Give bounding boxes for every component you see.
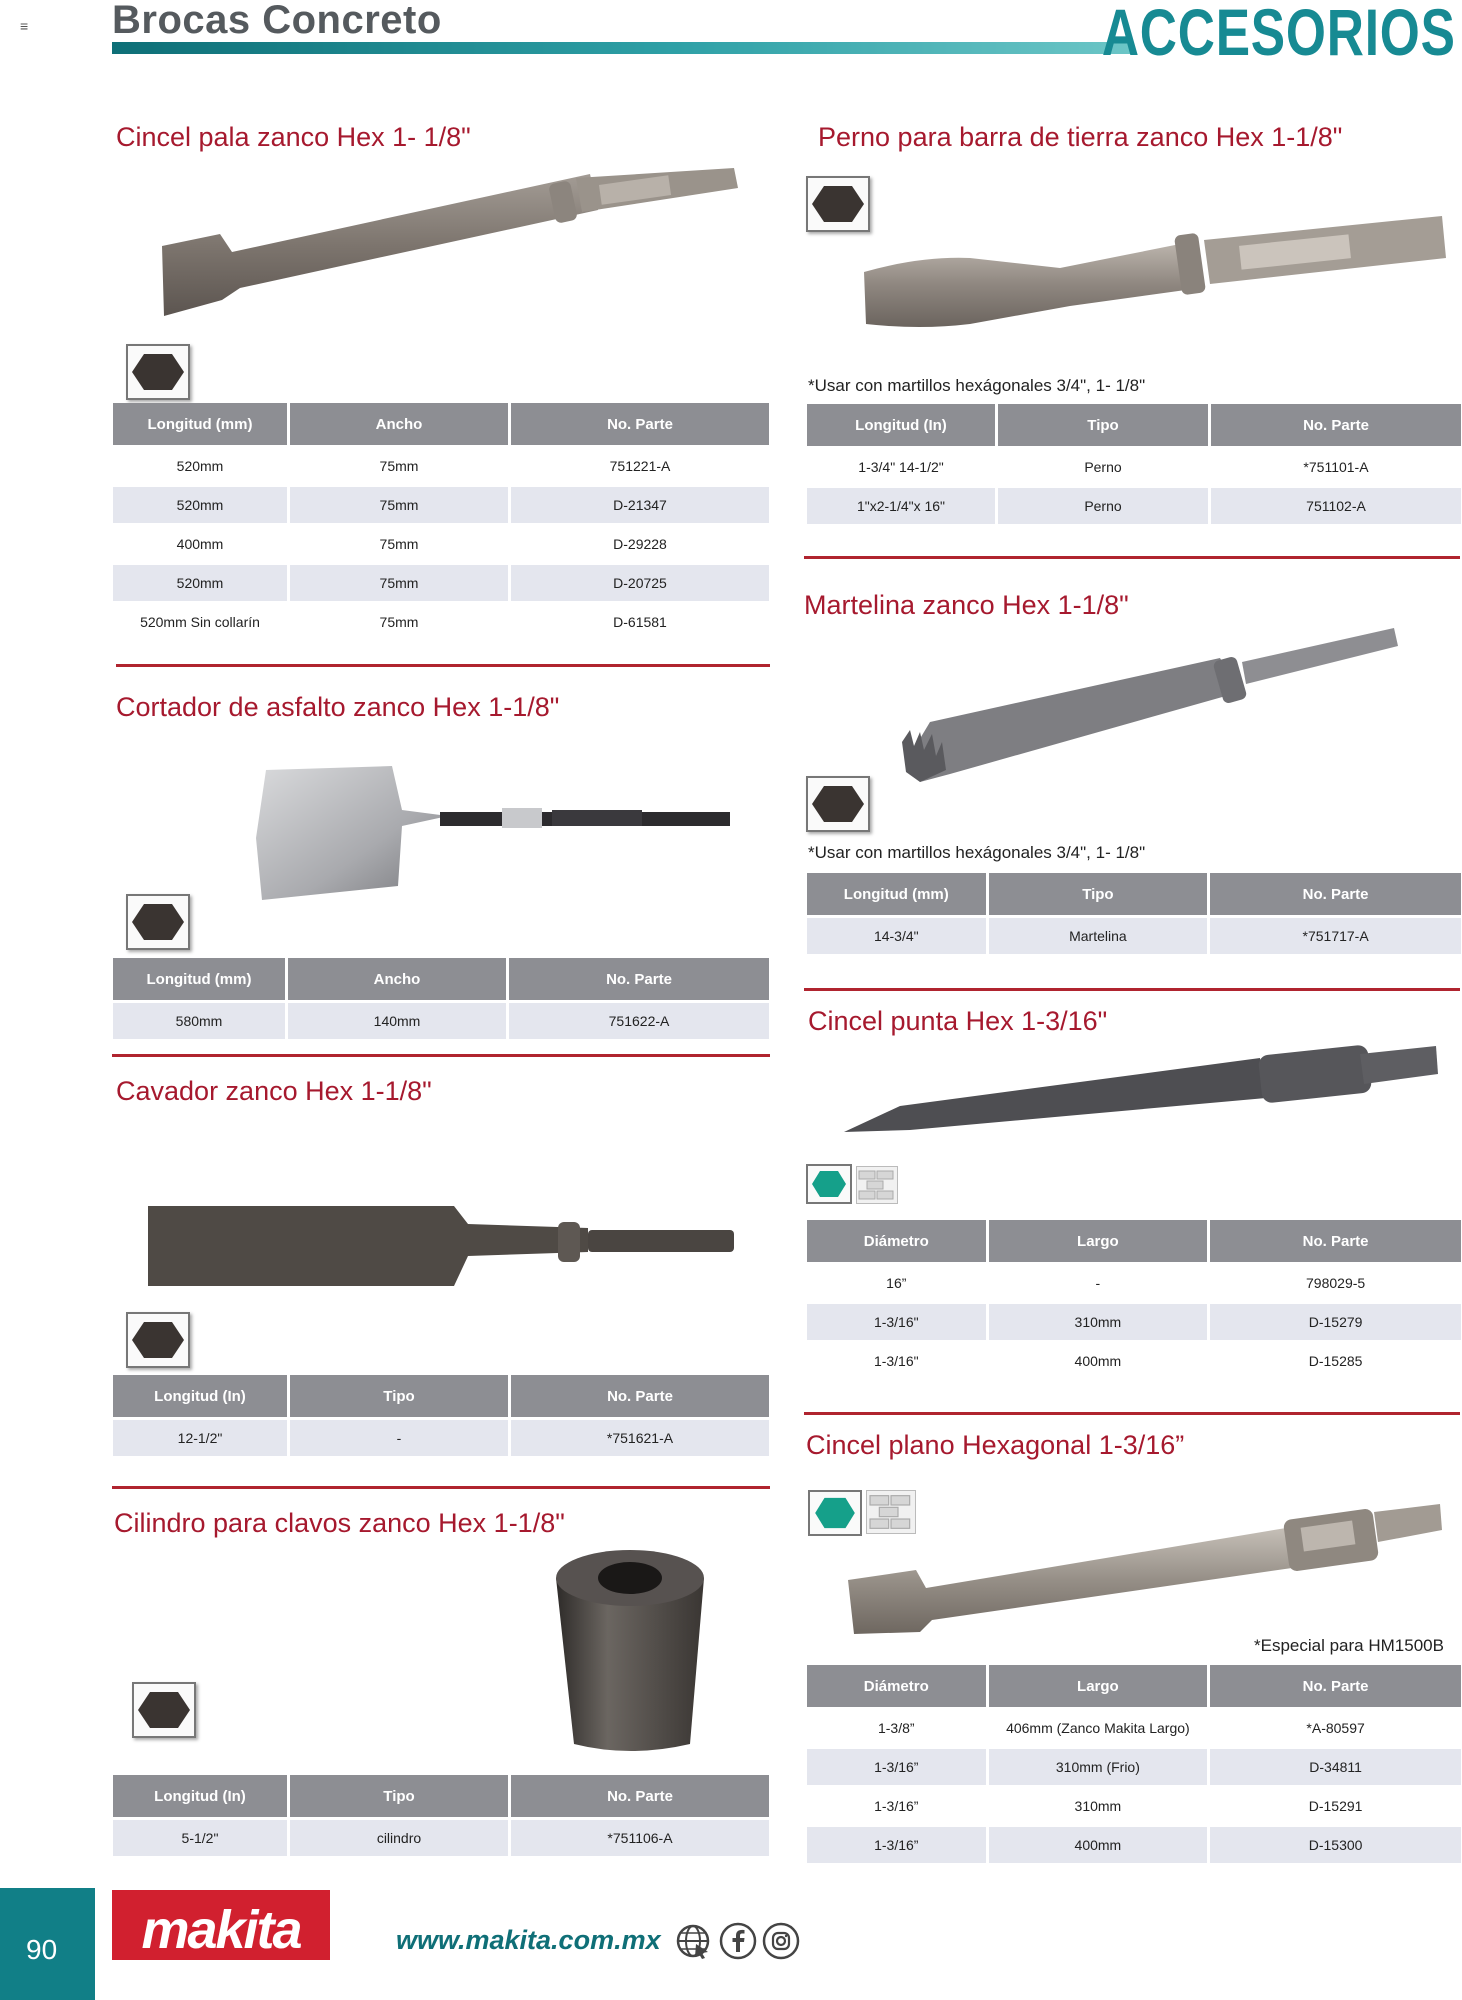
table-cell: 406mm (Zanco Makita Largo): [989, 1710, 1208, 1746]
table-row: [113, 604, 769, 640]
table-cell: 75mm: [290, 487, 508, 523]
table-cell: 520mm: [113, 565, 287, 601]
cavador-table: [110, 1372, 772, 1459]
table-cell: 75mm: [290, 565, 508, 601]
table-cell: 75mm: [290, 604, 508, 640]
table-row: [807, 1749, 1461, 1785]
col-header: Largo: [989, 1220, 1208, 1262]
table-cell: 1-3/16": [807, 1304, 986, 1340]
menu-icon[interactable]: ≡: [20, 18, 29, 34]
cortador-table: [110, 955, 772, 1042]
page-number: 90: [26, 1934, 58, 1965]
hex-shank-icon: [126, 894, 190, 950]
martelina-image: [900, 622, 1400, 792]
hex-shank-icon: [126, 1312, 190, 1368]
cortador-title: Cortador de asfalto zanco Hex 1-1/8": [116, 692, 560, 722]
brick-icon: [856, 1166, 898, 1204]
table-cell: 798029-5: [1210, 1265, 1461, 1301]
table-cell: 75mm: [290, 526, 508, 562]
col-header: No. Parte: [1210, 1665, 1461, 1707]
table-row: [807, 488, 1461, 524]
section-divider: [804, 556, 1460, 559]
col-header: Longitud (mm): [113, 403, 287, 445]
table-cell: 1-3/16”: [807, 1827, 986, 1863]
table-cell: 400mm: [989, 1827, 1208, 1863]
table-row: [113, 1003, 769, 1039]
header-bar: [112, 42, 1134, 54]
cincel-punta-title: Cincel punta Hex 1-3/16": [808, 1006, 1108, 1036]
website-link[interactable]: www.makita.com.mx: [396, 1925, 661, 1955]
table-cell: 400mm: [113, 526, 287, 562]
table-cell: 1"x2-1/4"x 16": [807, 488, 995, 524]
cincel-plano-image: [846, 1484, 1446, 1644]
cortador-image: [252, 764, 738, 904]
table-cell: *751717-A: [1210, 918, 1461, 954]
table-cell: D-20725: [511, 565, 769, 601]
hex-shank-icon: [126, 344, 190, 400]
table-cell: 75mm: [290, 448, 508, 484]
perno-title: Perno para barra de tierra zanco Hex 1-1/8": [818, 122, 1343, 152]
table-cell: 1-3/4" 14-1/2": [807, 449, 995, 485]
col-header: Tipo: [989, 873, 1208, 915]
table-cell: D-21347: [511, 487, 769, 523]
table-row: [807, 449, 1461, 485]
martelina-title: Martelina zanco Hex 1-1/8": [804, 590, 1129, 620]
instagram-icon[interactable]: [762, 1922, 800, 1960]
section-title: ACCESORIOS: [1102, 0, 1456, 69]
martelina-table: [804, 870, 1462, 957]
martelina-note: *Usar con martillos hexágonales 3/4", 1- 1/8": [808, 843, 1146, 862]
section-divider: [804, 1412, 1460, 1415]
cincel-punta-table: [804, 1217, 1462, 1382]
table-cell: D-29228: [511, 526, 769, 562]
table-cell: 751622-A: [509, 1003, 769, 1039]
table-cell: *751101-A: [1211, 449, 1461, 485]
table-cell: 14-3/4": [807, 918, 986, 954]
table-cell: D-15291: [1210, 1788, 1461, 1824]
col-header: Tipo: [290, 1775, 508, 1817]
col-header: Longitud (mm): [807, 873, 986, 915]
section-divider: [112, 1486, 770, 1489]
table-cell: 1-3/16”: [807, 1788, 986, 1824]
table-cell: -: [989, 1265, 1208, 1301]
table-row: [113, 526, 769, 562]
cilindro-image: [552, 1548, 712, 1758]
col-header: No. Parte: [1210, 1220, 1461, 1262]
perno-image: [860, 206, 1450, 366]
col-header: Longitud (In): [113, 1775, 287, 1817]
col-header: No. Parte: [1211, 404, 1461, 446]
table-row: [113, 1820, 769, 1856]
col-header: Longitud (mm): [113, 958, 285, 1000]
table-cell: D-15300: [1210, 1827, 1461, 1863]
table-row: [113, 448, 769, 484]
table-row: [807, 1265, 1461, 1301]
col-header: Largo: [989, 1665, 1208, 1707]
table-cell: 580mm: [113, 1003, 285, 1039]
cincel-plano-title: Cincel plano Hexagonal 1-3/16”: [806, 1430, 1185, 1460]
table-cell: 1-3/16": [807, 1343, 986, 1379]
col-header: Longitud (In): [807, 404, 995, 446]
table-cell: 400mm: [989, 1343, 1208, 1379]
hex-shank-icon: [806, 776, 870, 832]
table-cell: 520mm Sin collarín: [113, 604, 287, 640]
col-header: Tipo: [998, 404, 1208, 446]
facebook-icon[interactable]: [719, 1922, 757, 1960]
page-title: Brocas Concreto: [112, 0, 442, 42]
section-divider: [804, 988, 1460, 991]
cilindro-table: [110, 1772, 772, 1859]
table-cell: 520mm: [113, 448, 287, 484]
table-cell: -: [290, 1420, 508, 1456]
table-cell: 751102-A: [1211, 488, 1461, 524]
col-header: No. Parte: [509, 958, 769, 1000]
table-cell: Perno: [998, 449, 1208, 485]
section-divider: [116, 664, 770, 667]
table-cell: D-34811: [1210, 1749, 1461, 1785]
makita-logo-text: makita: [141, 1900, 301, 1960]
col-header: Tipo: [290, 1375, 508, 1417]
table-cell: 310mm: [989, 1304, 1208, 1340]
table-cell: 5-1/2": [113, 1820, 287, 1856]
table-row: [113, 565, 769, 601]
table-row: [807, 1827, 1461, 1863]
perno-note: *Usar con martillos hexágonales 3/4", 1- 1/8": [808, 376, 1146, 395]
hex-shank-icon: [806, 1164, 852, 1204]
table-cell: D-61581: [511, 604, 769, 640]
col-header: Diámetro: [807, 1220, 986, 1262]
section-divider: [112, 1054, 770, 1057]
col-header: Longitud (In): [113, 1375, 287, 1417]
table-row: [807, 1788, 1461, 1824]
cincel-plano-table: [804, 1662, 1462, 1866]
table-cell: *A-80597: [1210, 1710, 1461, 1746]
table-row: [807, 1710, 1461, 1746]
table-cell: 140mm: [288, 1003, 506, 1039]
table-cell: Perno: [998, 488, 1208, 524]
cavador-image: [148, 1200, 738, 1290]
table-cell: 12-1/2": [113, 1420, 287, 1456]
table-row: [807, 1343, 1461, 1379]
cincel-pala-table: [110, 400, 772, 643]
cincel-pala-image: [160, 160, 740, 320]
cincel-plano-note: *Especial para HM1500B: [1254, 1636, 1444, 1655]
cincel-punta-image: [840, 1022, 1440, 1142]
table-cell: 1-3/16”: [807, 1749, 986, 1785]
perno-table: [804, 401, 1462, 527]
table-row: [113, 1420, 769, 1456]
table-cell: D-15285: [1210, 1343, 1461, 1379]
table-cell: 310mm: [989, 1788, 1208, 1824]
table-cell: 1-3/8”: [807, 1710, 986, 1746]
table-cell: 751221-A: [511, 448, 769, 484]
globe-icon[interactable]: [674, 1922, 712, 1960]
cincel-pala-title: Cincel pala zanco Hex 1- 1/8": [116, 122, 471, 152]
col-header: Ancho: [288, 958, 506, 1000]
table-cell: *751106-A: [511, 1820, 769, 1856]
table-cell: 310mm (Frio): [989, 1749, 1208, 1785]
col-header: No. Parte: [1210, 873, 1461, 915]
table-cell: *751621-A: [511, 1420, 769, 1456]
table-cell: 16”: [807, 1265, 986, 1301]
cilindro-title: Cilindro para clavos zanco Hex 1-1/8": [114, 1508, 565, 1538]
table-cell: Martelina: [989, 918, 1208, 954]
cavador-title: Cavador zanco Hex 1-1/8": [116, 1076, 432, 1106]
col-header: No. Parte: [511, 1375, 769, 1417]
col-header: Diámetro: [807, 1665, 986, 1707]
table-cell: cilindro: [290, 1820, 508, 1856]
col-header: No. Parte: [511, 1775, 769, 1817]
col-header: No. Parte: [511, 403, 769, 445]
table-cell: D-15279: [1210, 1304, 1461, 1340]
table-cell: 520mm: [113, 487, 287, 523]
table-row: [807, 1304, 1461, 1340]
table-row: [113, 487, 769, 523]
table-row: [807, 918, 1461, 954]
col-header: Ancho: [290, 403, 508, 445]
hex-shank-icon: [132, 1682, 196, 1738]
